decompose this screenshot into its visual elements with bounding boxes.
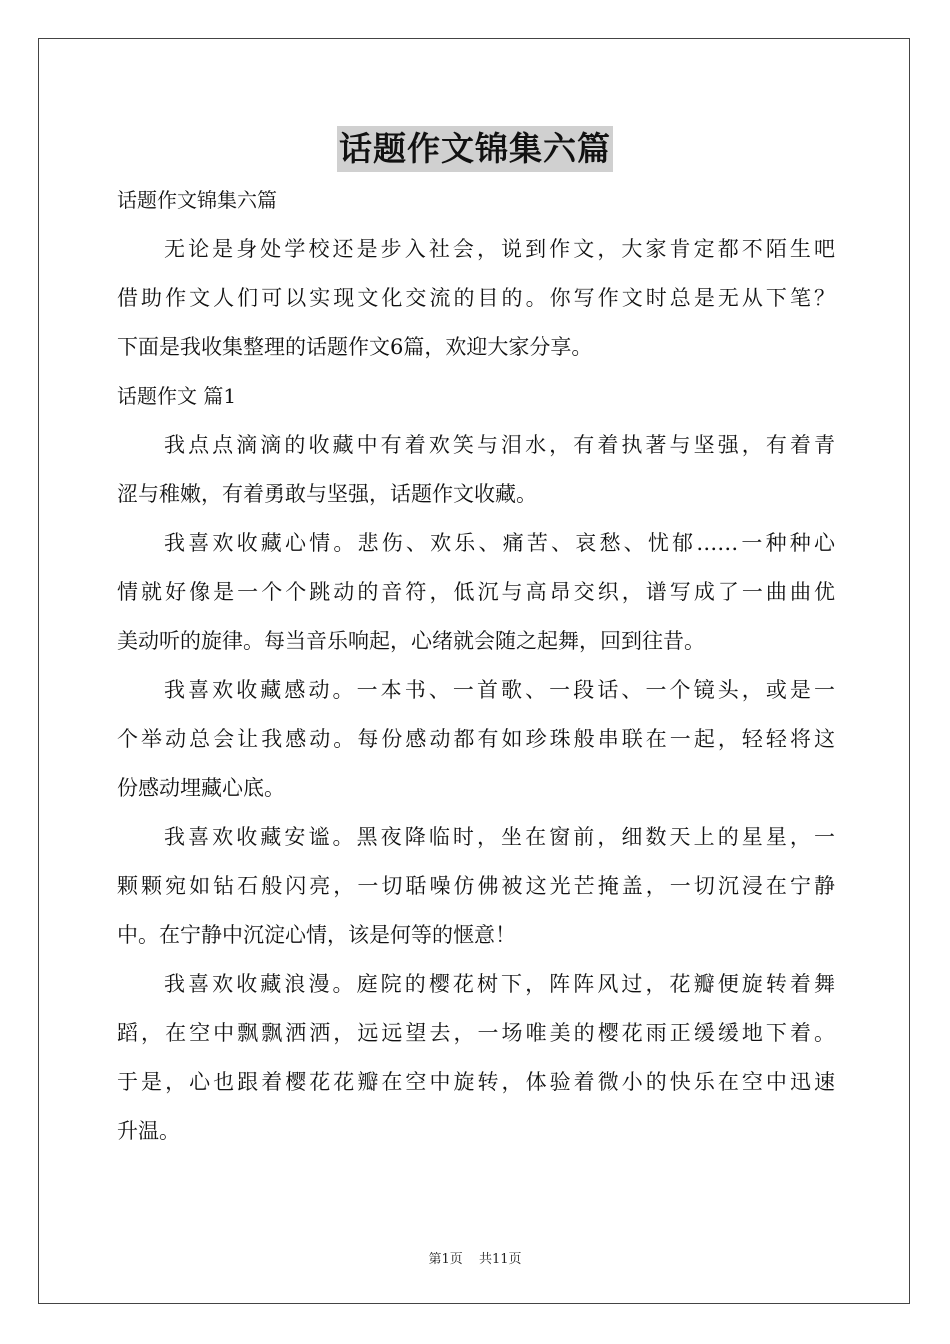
paragraph-line: 升温。: [117, 1119, 180, 1143]
paragraph-line: 蹈，在空中飘飘洒洒，远远望去，一场唯美的樱花雨正缓缓地下着。: [117, 1021, 835, 1045]
page-total: 共11页: [478, 1252, 522, 1267]
paragraph-line: 涩与稚嫩，有着勇敢与坚强，话题作文收藏。: [117, 482, 537, 506]
paragraph-line: 我喜欢收藏心情。悲伤、欢乐、痛苦、哀愁、忧郁……一种种心: [164, 531, 835, 555]
page-number: 第1页: [428, 1252, 463, 1267]
page-footer: [0, 1248, 950, 1267]
paragraph-line: 我喜欢收藏浪漫。庭院的樱花树下，阵阵风过，花瓣便旋转着舞: [164, 972, 835, 996]
paragraph-line: 颗颗宛如钻石般闪亮，一切聒噪仿佛被这光芒掩盖，一切沉浸在宁静: [117, 874, 835, 898]
paragraph-line: 我喜欢收藏感动。一本书、一首歌、一段话、一个镜头，或是一: [164, 678, 835, 702]
section-label: 话题作文锦集六篇: [117, 188, 277, 212]
title-text: 话题作文锦集六篇: [337, 126, 613, 172]
paragraph-line: 份感动埋藏心底。: [117, 776, 285, 800]
section-label: 话题作文 篇1: [117, 384, 237, 408]
paragraph-line: 下面是我收集整理的话题作文6篇，欢迎大家分享。: [117, 335, 593, 359]
paragraph-line: 中。在宁静中沉淀心情，该是何等的惬意！: [117, 923, 516, 947]
paragraph-line: 个举动总会让我感动。每份感动都有如珍珠般串联在一起，轻轻将这: [117, 727, 835, 751]
paragraph-line: 于是，心也跟着樱花花瓣在空中旋转，体验着微小的快乐在空中迅速: [117, 1070, 835, 1094]
paragraph-line: 借助作文人们可以实现文化交流的目的。你写作文时总是无从下笔？: [117, 286, 835, 310]
paragraph-line: 我点点滴滴的收藏中有着欢笑与泪水，有着执著与坚强，有着青: [164, 433, 835, 457]
page-title: [0, 126, 950, 172]
paragraph-line: 美动听的旋律。每当音乐响起，心绪就会随之起舞，回到往昔。: [117, 629, 705, 653]
paragraph-line: 无论是身处学校还是步入社会，说到作文，大家肯定都不陌生吧: [164, 237, 835, 261]
document-body: [117, 176, 835, 1156]
paragraph-line: 情就好像是一个个跳动的音符，低沉与高昂交织，谱写成了一曲曲优: [117, 580, 835, 604]
paragraph-line: 我喜欢收藏安谧。黑夜降临时，坐在窗前，细数天上的星星，一: [164, 825, 835, 849]
